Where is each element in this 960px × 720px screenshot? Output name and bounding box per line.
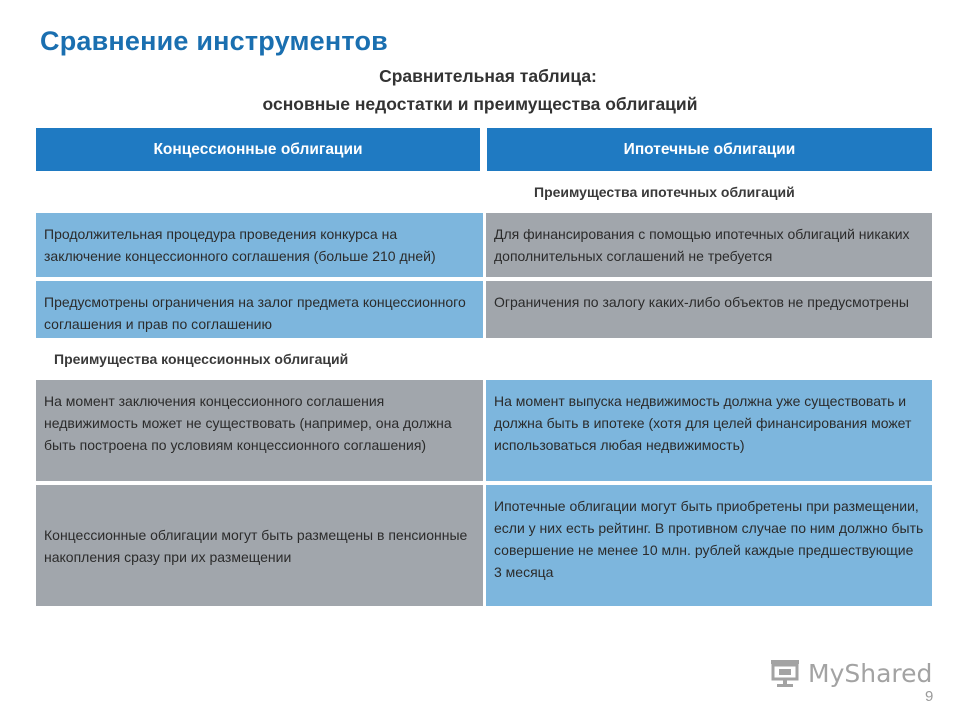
table-subtitle-line1: Сравнительная таблица: [379,66,597,86]
table-row-4-left: Концессионные облигации могут быть размещены в пенсионные накопления сразу при их размещении [36,485,483,606]
table-row-2-left: Предусмотрены ограничения на залог предмета концессионного соглашения и прав по соглашению [36,281,483,338]
table-row-4-right: Ипотечные облигации могут быть приобретены при размещении, если у них есть рейтинг. В противном случае по ним должно быть совершение не менее 10 млн. рублей каждые предшествующие 3 месяца [486,485,932,606]
table-row-2-right: Ограничения по залогу каких-либо объектов не предусмотрены [486,281,932,338]
table-row-1-right: Для финансирования с помощью ипотечных облигаций никаких дополнительных соглашений не требуется [486,213,932,277]
page-number: 9 [925,688,934,705]
watermark-text: MyShared [808,658,933,688]
projector-icon [768,658,802,688]
section-label-mortgage-advantages: Преимущества ипотечных облигаций [534,184,795,200]
column-header-mortgage: Ипотечные облигации [487,128,932,171]
column-header-concession: Концессионные облигации [36,128,480,171]
table-row-3-right: На момент выпуска недвижимость должна уже существовать и должна быть в ипотеке (хотя для целей финансирования может использоваться любая недвижимость) [486,380,932,481]
table-row-1-left: Продолжительная процедура проведения конкурса на заключение концессионного соглашения (больше 210 дней) [36,213,483,277]
watermark-logo [768,658,932,688]
page-title: Сравнение инструментов [40,26,388,56]
table-row-3-left: На момент заключения концессионного соглашения недвижимость может не существовать (например, она должна быть построена по условиям концессионного соглашения) [36,380,483,481]
table-subtitle-line2: основные недостатки и преимущества облигаций [262,94,698,114]
section-label-concession-advantages: Преимущества концессионных облигаций [54,351,349,367]
